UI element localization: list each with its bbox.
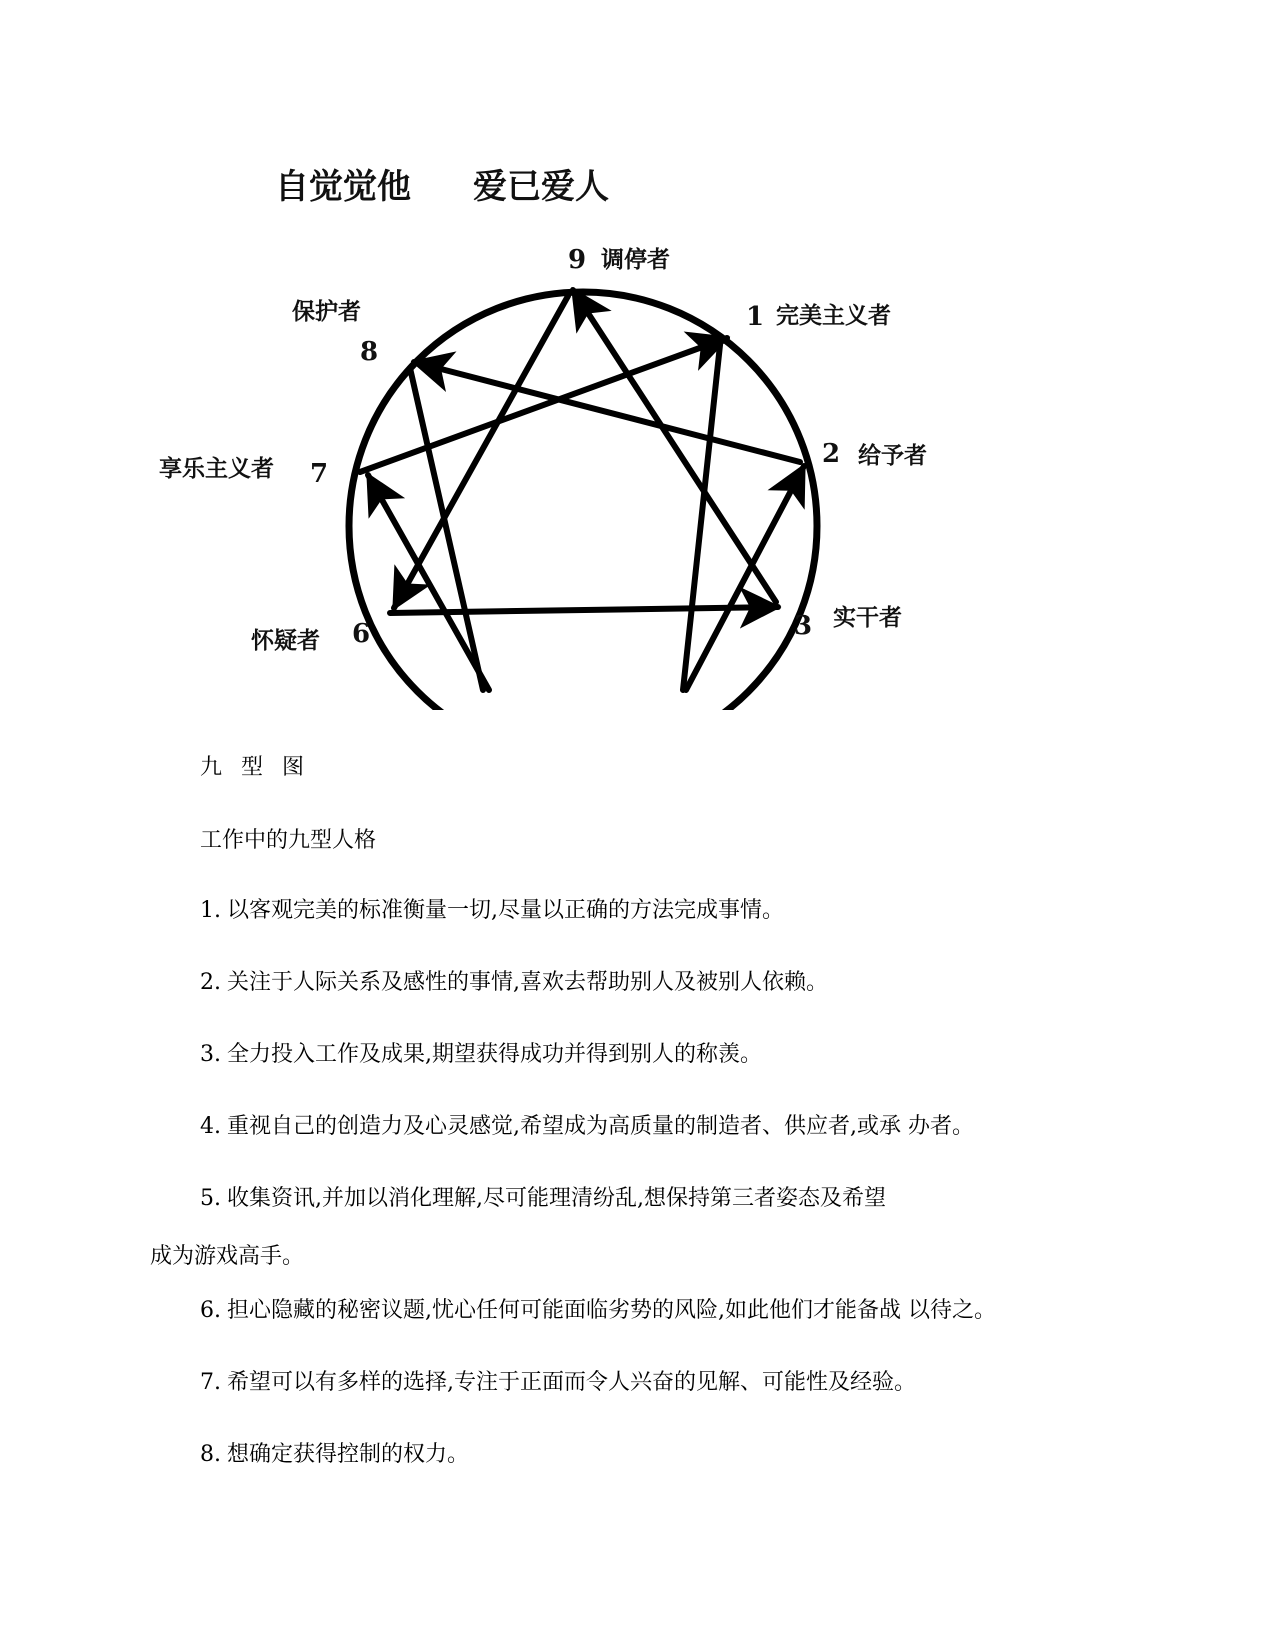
list-item-number: 1. [200,898,221,923]
point-2-role: 给予者 [858,443,927,469]
list-item [200,1040,762,1070]
arrow-2-to-8 [414,362,800,462]
list-item [200,1368,916,1398]
arrow-6-to-3 [390,607,778,613]
list-item-number: 7. [200,1370,221,1395]
point-3-number: 3 [794,611,813,641]
point-1-role: 完美主义者 [776,303,891,329]
list-item-continuation: 成为游戏高手。 [150,1244,305,1269]
list-item [200,896,784,926]
list-item [200,968,828,998]
figure-caption: 九 型 图 [200,755,310,780]
list-item [200,1440,469,1470]
point-1-number: 1 [746,302,765,332]
line-8-to-5 [410,368,483,690]
point-6-number: 6 [352,619,371,649]
point-7-number: 7 [310,459,329,489]
point-7-role: 享乐主义者 [159,456,274,482]
list-item-text: 重视自己的创造力及心灵感觉,希望成为高质量的制造者、供应者,或承 办者。 [227,1114,974,1139]
enneagram-circle [349,292,817,710]
enneagram-figure [140,150,960,710]
point-2-number: 2 [822,439,841,469]
list-item-text: 希望可以有多样的选择,专注于正面而令人兴奋的见解、可能性及经验。 [227,1370,916,1395]
enneagram-diagram [140,150,960,710]
list-item-text: 担心隐藏的秘密议题,忧心任何可能面临劣势的风险,如此他们才能备战 以待之。 [227,1298,996,1323]
list-item-number: 2. [200,970,221,995]
list-item-number: 4. [200,1114,221,1139]
point-9-number: 9 [568,245,587,275]
list-item [200,1184,886,1214]
list-item-text: 以客观完美的标准衡量一切,尽量以正确的方法完成事情。 [227,898,784,923]
list-item-text: 关注于人际关系及感性的事情,喜欢去帮助别人及被别人依赖。 [227,970,828,995]
list-item-text: 全力投入工作及成果,期望获得成功并得到别人的称羡。 [227,1042,762,1067]
header-right: 爱已爱人 [473,167,609,207]
list-item [200,1296,996,1326]
point-3-role: 实干者 [833,605,902,631]
list-item-number: 8. [200,1442,221,1467]
list-item-text: 收集资讯,并加以消化理解,尽可能理清纷乱,想保持第三者姿态及希望 [227,1186,886,1211]
list-item-number: 6. [200,1298,221,1323]
point-8-role: 保护者 [292,299,361,325]
list-item-number: 5. [200,1186,221,1211]
list-item-text: 想确定获得控制的权力。 [227,1442,470,1467]
section-title: 工作中的九型人格 [200,828,377,853]
point-6-role: 怀疑者 [251,628,320,654]
point-8-number: 8 [360,337,379,367]
list-item [200,1112,974,1142]
point-9-role: 调停者 [601,247,670,273]
header-left: 自觉觉他 [275,167,411,207]
list-item-number: 3. [200,1042,221,1067]
